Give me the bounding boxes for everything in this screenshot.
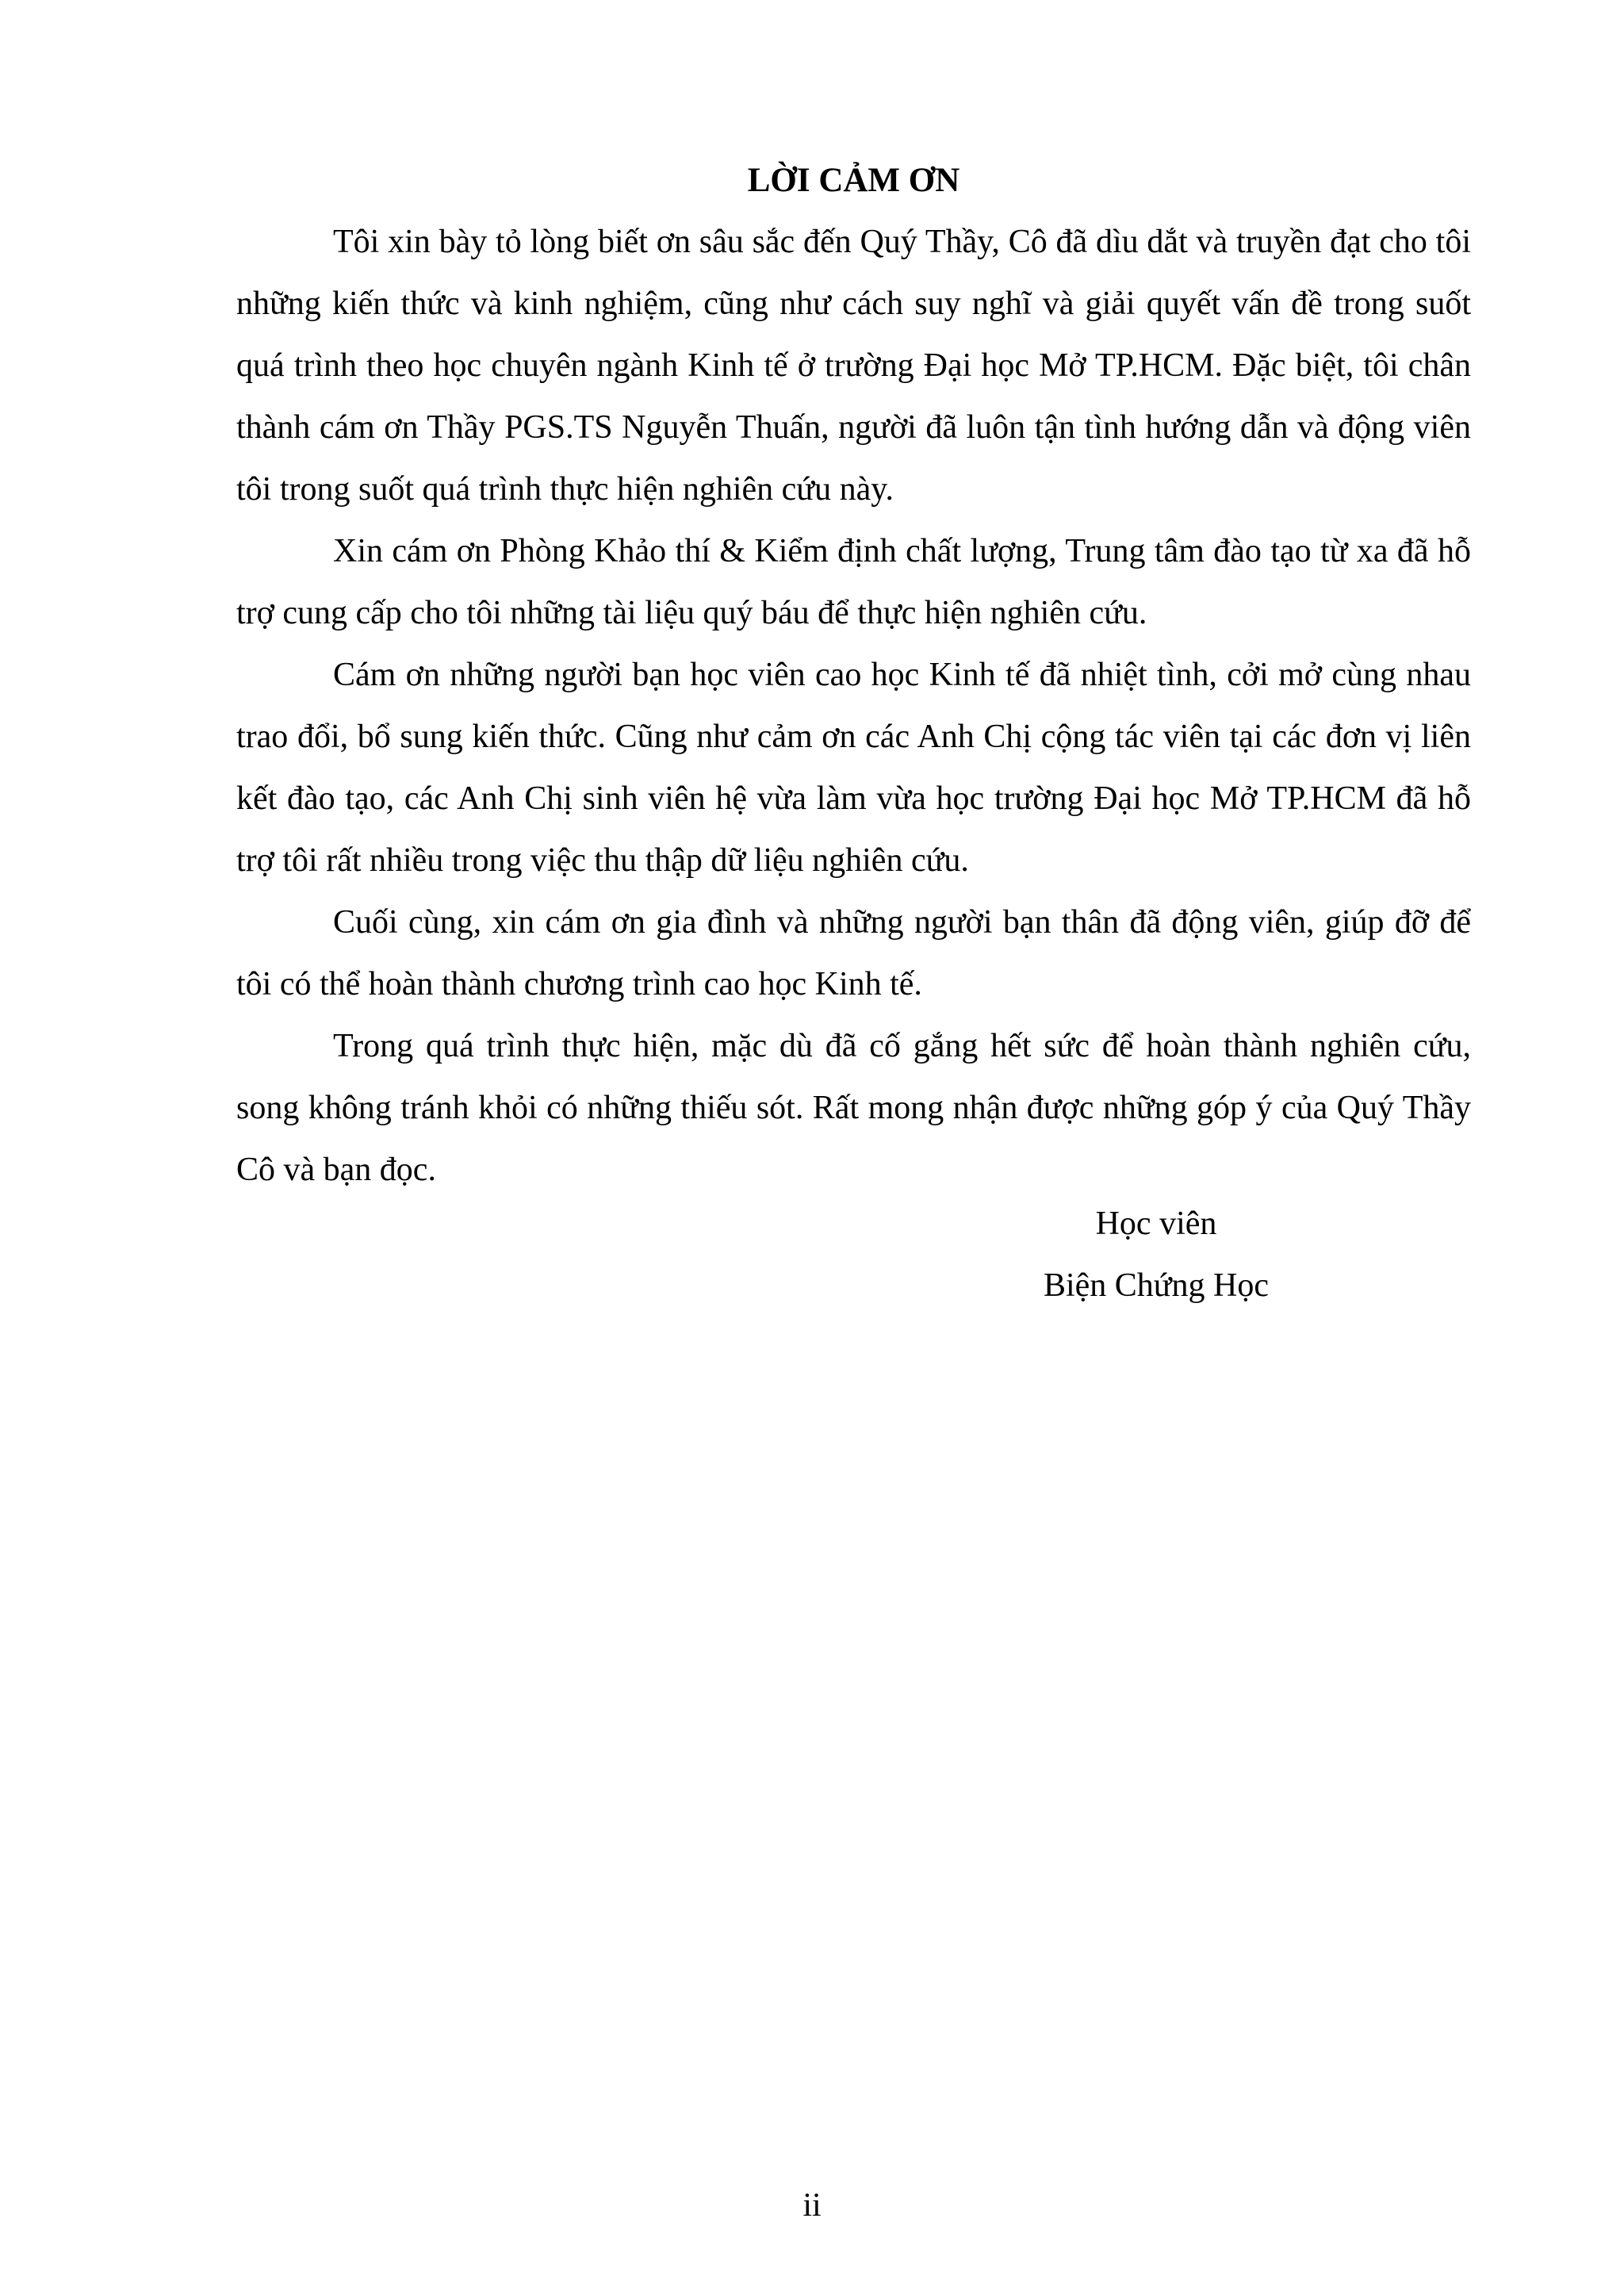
- signature-block: [1021, 1193, 1291, 1317]
- page-number: ii: [802, 2187, 822, 2224]
- paragraph-3: Cám ơn những người bạn học viên cao học Kinh tế đã nhiệt tình, cởi mở cùng nhau trao đổi, bổ sung kiến thức. Cũng như cảm ơn các Anh Chị cộng tác viên tại các đơn vị liên kết đào tạo, các Anh Chị sinh viên hệ vừa làm vừa học trường Đại học Mở TP.HCM đã hỗ trợ tôi rất nhiều trong việc thu thập dữ liệu nghiên cứu.: [236, 657, 1471, 879]
- signature-name: Biện Chứng Học: [1043, 1267, 1270, 1304]
- document-body: [236, 151, 1471, 1201]
- paragraph-5: Trong quá trình thực hiện, mặc dù đã cố gắng hết sức để hoàn thành nghiên cứu, song không tránh khỏi có những thiếu sót. Rất mong nhận được những góp ý của Quý Thầy Cô và bạn đọc.: [236, 1028, 1471, 1188]
- page-title: LỜI CẢM ƠN: [747, 162, 960, 199]
- paragraph-4: Cuối cùng, xin cám ơn gia đình và những người bạn thân đã động viên, giúp đỡ để tôi có thể hoàn thành chương trình cao học Kinh tế.: [236, 904, 1471, 1002]
- paragraph-2: Xin cám ơn Phòng Khảo thí & Kiểm định chất lượng, Trung tâm đào tạo từ xa đã hỗ trợ cung cấp cho tôi những tài liệu quý báu để thực hiện nghiên cứu.: [236, 533, 1471, 631]
- paragraph-1: Tôi xin bày tỏ lòng biết ơn sâu sắc đến Quý Thầy, Cô đã dìu dắt và truyền đạt cho tôi những kiến thức và kinh nghiệm, cũng như cách suy nghĩ và giải quyết vấn đề trong suốt quá trình theo học chuyên ngành Kinh tế ở trường Đại học Mở TP.HCM. Đặc biệt, tôi chân thành cám ơn Thầy PGS.TS Nguyễn Thuấn, người đã luôn tận tình hướng dẫn và động viên tôi trong suốt quá trình thực hiện nghiên cứu này.: [236, 224, 1471, 508]
- signature-role: Học viên: [1095, 1205, 1217, 1242]
